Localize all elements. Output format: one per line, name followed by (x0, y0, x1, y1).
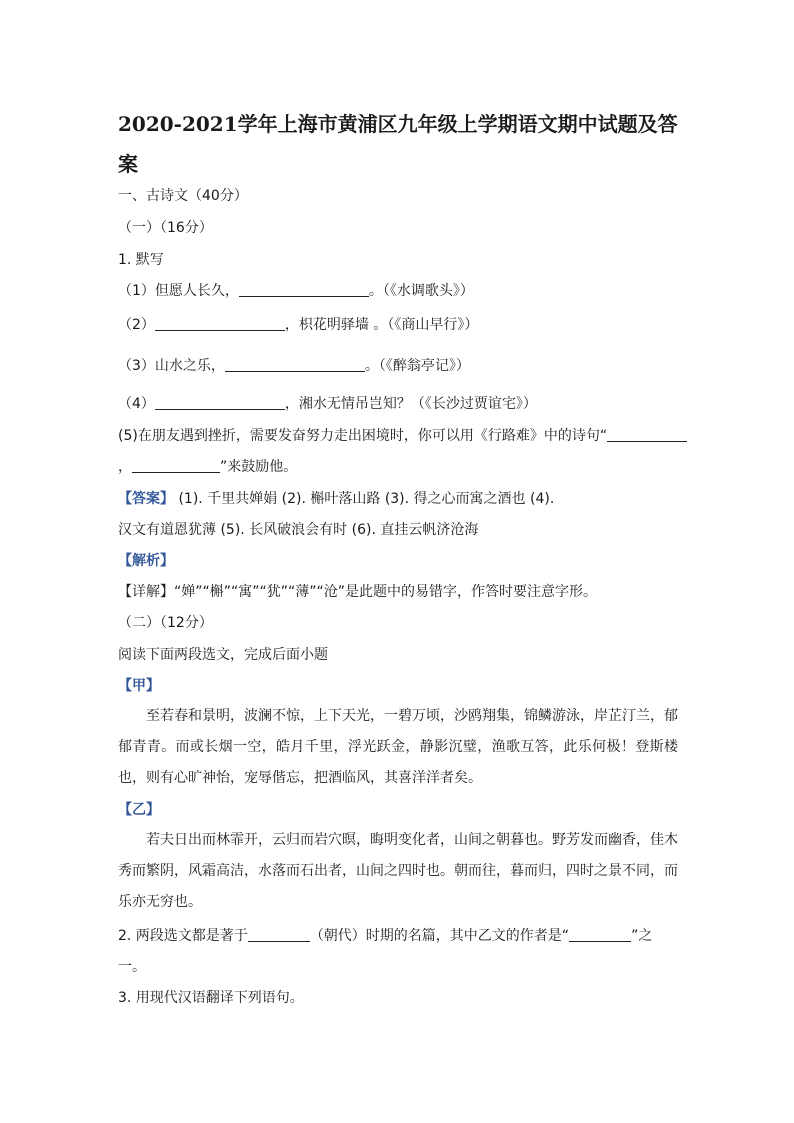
line-text: （朝代）时期的名篇，其中乙文的作者是“ (309, 928, 570, 944)
question-2-line-2: 一。 (118, 959, 146, 975)
question-1-line-6 (118, 457, 297, 477)
line-text: 2. 两段选文都是著于 (118, 928, 248, 944)
question-1-line-4 (118, 394, 537, 414)
question-3: 3. 用现代汉语翻译下列语句。 (118, 990, 304, 1006)
detail-label: 【详解】 (118, 584, 174, 600)
detail-text: “婵”“槲”“寓”“犹”“薄”“沧”是此题中的易错字，作答时要注意字形。 (174, 584, 598, 600)
line-text: ， (118, 459, 132, 475)
line-text: (5)在朋友遇到挫折，需要发奋努力走出困境时，你可以用《行路难》中的诗句“ (118, 428, 608, 444)
passage-jia-text: 至若春和景明，波澜不惊，上下天光，一碧万顷，沙鸥翔集，锦鳞游泳，岸芷汀兰，郁郁青青。而或长烟一空，皓月千里，浮光跃金，静影沉璧，渔歌互答，此乐何极！登斯楼也，则有心旷神怡，宠辱偕忘，把酒临风，其喜洋洋者矣。 (118, 708, 678, 786)
analysis-label: 【解析】 (118, 553, 174, 569)
answer-label: 【答案】 (118, 491, 174, 507)
passage-jia-label: 【甲】 (118, 678, 160, 694)
line-text: ，湘水无情吊岂知？（《长沙过贾谊宅》） (284, 396, 537, 412)
line-text: 。（《水调歌头》） (368, 283, 474, 299)
fill-blank (132, 458, 220, 473)
line-text: ，枳花明驿墙 。（《商山早行》） (284, 317, 479, 333)
passage-yi-text: 若夫日出而林霏开，云归而岩穴暝，晦明变化者，山间之朝暮也。野芳发而幽香，佳木秀而繁阴，风霜高洁，水落而石出者，山间之四时也。朝而往，暮而归，四时之景不同，而乐亦无穷也。 (118, 832, 678, 910)
question-1-line-3 (118, 356, 470, 376)
document-title: 2020-2021学年上海市黄浦区九年级上学期语文期中试题及答案 (118, 112, 678, 176)
question-1-line-2 (118, 315, 478, 335)
fill-blank (248, 927, 310, 942)
fill-blank (239, 282, 369, 297)
analysis-detail (118, 582, 597, 602)
reading-instruction: 阅读下面两段选文，完成后面小题 (118, 647, 328, 663)
line-text: （1）但愿人长久， (118, 283, 239, 299)
line-text: （2） (118, 317, 155, 333)
question-1-line-5 (118, 426, 687, 446)
answer-line-1 (118, 489, 554, 509)
question-1-stem: 1. 默写 (118, 252, 164, 268)
question-2-line-1 (118, 926, 652, 946)
part-heading-2: （二）（12分） (118, 615, 213, 631)
answer-line-2: 汉文有道恩犹薄 (5). 长风破浪会有时 (6). 直挂云帆济沧海 (118, 522, 479, 538)
passage-yi-label: 【乙】 (118, 802, 160, 818)
fill-blank (155, 395, 285, 410)
fill-blank (155, 316, 285, 331)
line-text: ”来鼓励他。 (220, 459, 298, 475)
fill-blank (607, 427, 687, 442)
answer-text: (1). 千里共婵娟 (2). 槲叶落山路 (3). 得之心而寓之酒也 (4). (174, 491, 555, 507)
question-1-line-1 (118, 281, 474, 301)
part-heading-1: （一）（16分） (118, 220, 213, 236)
fill-blank (225, 357, 365, 372)
fill-blank (569, 927, 631, 942)
line-text: （3）山水之乐， (118, 358, 225, 374)
section-heading: 一、古诗文（40分） (118, 188, 248, 204)
line-text: （4） (118, 396, 155, 412)
line-text: ”之 (631, 928, 653, 944)
line-text: 。（《醉翁亭记》） (364, 358, 470, 374)
